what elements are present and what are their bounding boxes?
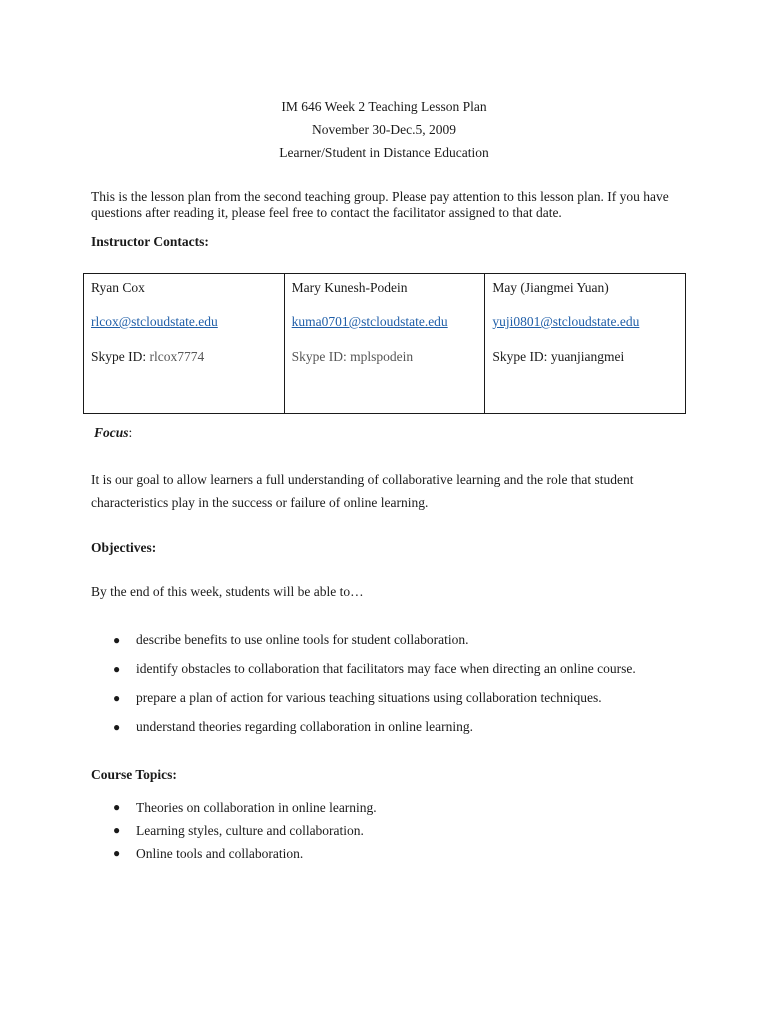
- contact-name: Mary Kunesh-Podein: [291, 280, 408, 295]
- bullet-icon: ●: [113, 662, 121, 676]
- skype-id: yuanjiangmei: [550, 349, 625, 364]
- skype-id: rlcox7774: [149, 349, 205, 364]
- list-item: [91, 819, 681, 842]
- bullet-icon: ●: [113, 846, 121, 860]
- topic-text: Online tools and collaboration.: [136, 846, 304, 861]
- list-item: [91, 687, 681, 709]
- table-row: [84, 274, 686, 414]
- bullet-icon: ●: [113, 691, 121, 705]
- objective-text: describe benefits to use online tools for student collaboration.: [136, 632, 469, 647]
- contact-name: May (Jiangmei Yuan): [492, 280, 609, 295]
- objective-text: prepare a plan of action for various teaching situations using collaboration techniques.: [136, 690, 602, 705]
- course-title: IM 646 Week 2 Teaching Lesson Plan: [281, 99, 487, 114]
- focus-paragraph: It is our goal to allow learners a full understanding of collaborative learning and the role that student characteristics play in the success or failure of online learning.: [91, 472, 634, 510]
- topic-text: Theories on collaboration in online learning.: [136, 800, 377, 815]
- contact-email-link[interactable]: rlcox@stcloudstate.edu: [91, 314, 218, 329]
- list-item: [91, 796, 681, 819]
- skype-id: mplspodein: [350, 349, 414, 364]
- list-item: [91, 842, 681, 865]
- topic-text: Learning styles, culture and collaboration.: [136, 823, 364, 838]
- contact-skype: [292, 349, 477, 365]
- list-item: [91, 658, 681, 680]
- focus-label: Focus: [94, 425, 129, 440]
- intro-paragraph: This is the lesson plan from the second teaching group. Please pay attention to this lesson plan. If you have questions after reading it, please feel free to contact the facilitator assigned to that date.: [91, 189, 669, 220]
- objectives-heading: Objectives:: [91, 540, 157, 555]
- date-range: November 30-Dec.5, 2009: [312, 122, 456, 137]
- focus-heading: [94, 425, 132, 441]
- course-topics-list: [91, 796, 681, 865]
- contact-cell: [485, 274, 686, 414]
- contact-email-link[interactable]: yuji0801@stcloudstate.edu: [492, 314, 640, 329]
- instructor-contacts-table: [83, 273, 686, 414]
- contact-skype: [91, 349, 276, 365]
- contact-email-link[interactable]: kuma0701@stcloudstate.edu: [291, 314, 448, 329]
- contact-cell: [84, 274, 285, 414]
- objective-text: understand theories regarding collaboration in online learning.: [136, 719, 474, 734]
- instructor-contacts-heading: Instructor Contacts:: [91, 234, 209, 249]
- bullet-icon: ●: [113, 633, 121, 647]
- bullet-icon: ●: [113, 800, 121, 814]
- document-header: [0, 95, 768, 164]
- contact-cell: [284, 274, 485, 414]
- skype-label: Skype ID:: [492, 349, 551, 364]
- contact-name: Ryan Cox: [91, 280, 145, 295]
- focus-colon: :: [128, 425, 133, 440]
- objectives-list: [91, 629, 681, 745]
- topic-title: Learner/Student in Distance Education: [279, 145, 489, 160]
- list-item: [91, 716, 681, 738]
- objectives-intro: By the end of this week, students will be able to…: [91, 584, 364, 599]
- objective-text: identify obstacles to collaboration that facilitators may face when directing an online course.: [136, 661, 636, 676]
- bullet-icon: ●: [113, 720, 121, 734]
- list-item: [91, 629, 681, 651]
- bullet-icon: ●: [113, 823, 121, 837]
- skype-label: Skype ID:: [291, 349, 351, 364]
- contact-skype: [492, 349, 677, 365]
- course-topics-heading: Course Topics:: [91, 767, 177, 782]
- skype-label: Skype ID:: [91, 349, 150, 364]
